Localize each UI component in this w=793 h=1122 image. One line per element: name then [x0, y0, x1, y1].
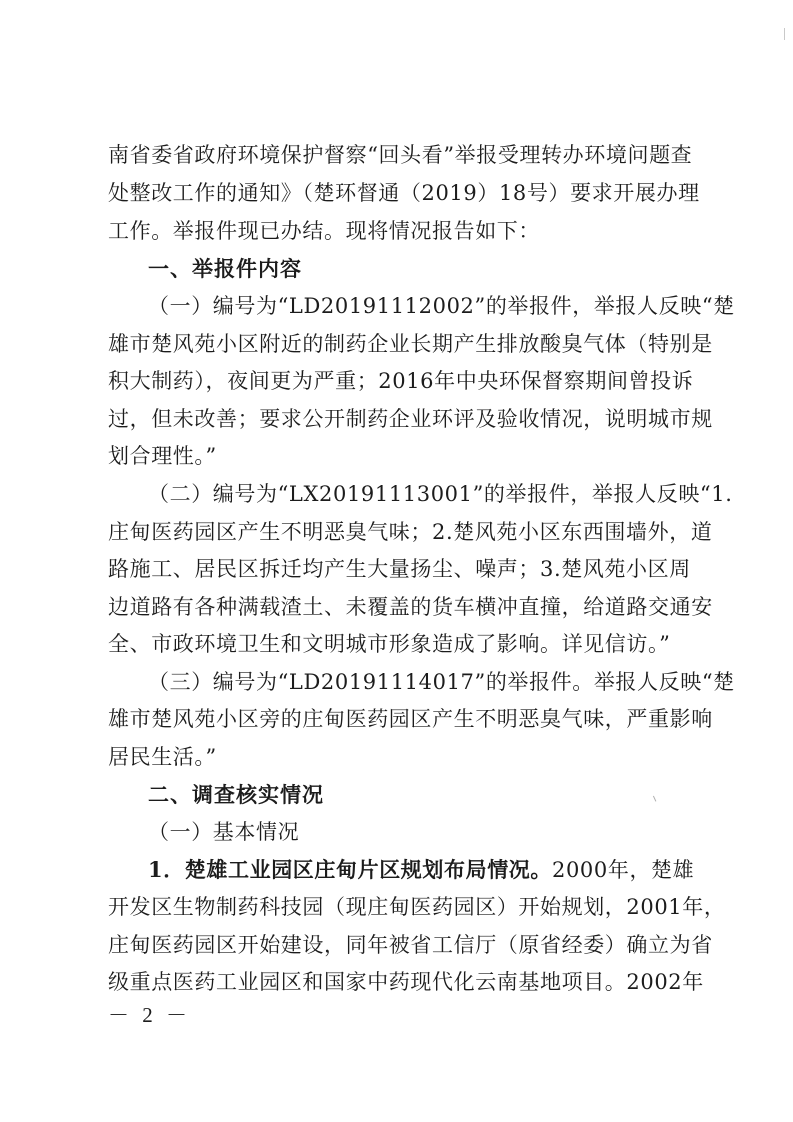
paragraph-line: 全、市政环境卫生和文明城市形象造成了影响。详见信访。”: [108, 632, 671, 656]
paragraph-lead-text: 2000年，楚雄: [552, 858, 695, 882]
paragraph-line: （二）编号为“LX20191113001”的举报件，举报人反映“1.: [148, 482, 733, 506]
paragraph-line: 过，但未改善；要求公开制药企业环评及验收情况，说明城市规: [108, 407, 713, 431]
paragraph-line: （三）编号为“LD20191114017”的举报件。举报人反映“楚: [148, 670, 735, 694]
paragraph-line: 处整改工作的通知》（楚环督通（2019）18号）要求开展办理: [108, 181, 700, 205]
section-heading-1: 一、举报件内容: [148, 256, 302, 281]
subsection-heading: （一）基本情况: [148, 820, 300, 844]
paragraph-line: [148, 855, 748, 885]
paragraph-line: 级重点医药工业园区和国家中药现代化云南基地项目。2002年: [108, 970, 704, 994]
section-heading-2: 二、调查核实情况: [148, 782, 324, 807]
paragraph-line: 开发区生物制药科技园（现庄甸医药园区）开始规划，2001年，: [108, 895, 726, 919]
paragraph-line: 南省委省政府环境保护督察“回头看”举报受理转办环境问题查: [108, 143, 693, 167]
paragraph-line: 积大制药），夜间更为严重；2016年中央环保督察期间曾投诉: [108, 369, 694, 393]
paragraph-line: 庄甸医药园区开始建设，同年被省工信厅（原省经委）确立为省: [108, 933, 713, 957]
paragraph-line: 居民生活。”: [108, 745, 217, 769]
paragraph-lead-title: 1．楚雄工业园区庄甸片区规划布局情况。: [148, 857, 553, 882]
page-number: － 2 －: [108, 1003, 191, 1027]
paragraph-line: 庄甸医药园区产生不明恶臭气味；2.楚风苑小区东西围墙外，道: [108, 520, 713, 544]
paragraph-line: 路施工、居民区拆迁均产生大量扬尘、噪声；3.楚风苑小区周: [108, 557, 691, 581]
paragraph-line: （一）编号为“LD20191112002”的举报件，举报人反映“楚: [148, 294, 735, 318]
scan-edge-mark: [778, 28, 785, 40]
paragraph-line: 雄市楚风苑小区附近的制药企业长期产生排放酸臭气体（特别是: [108, 332, 713, 356]
paragraph-line: 划合理性。”: [108, 444, 217, 468]
paragraph-line: 雄市楚风苑小区旁的庄甸医药园区产生不明恶臭气味，严重影响: [108, 707, 713, 731]
paragraph-line: 工作。举报件现已办结。现将情况报告如下：: [108, 219, 540, 243]
paragraph-line: 边道路有各种满载渣土、未覆盖的货车横冲直撞，给道路交通安: [108, 595, 713, 619]
